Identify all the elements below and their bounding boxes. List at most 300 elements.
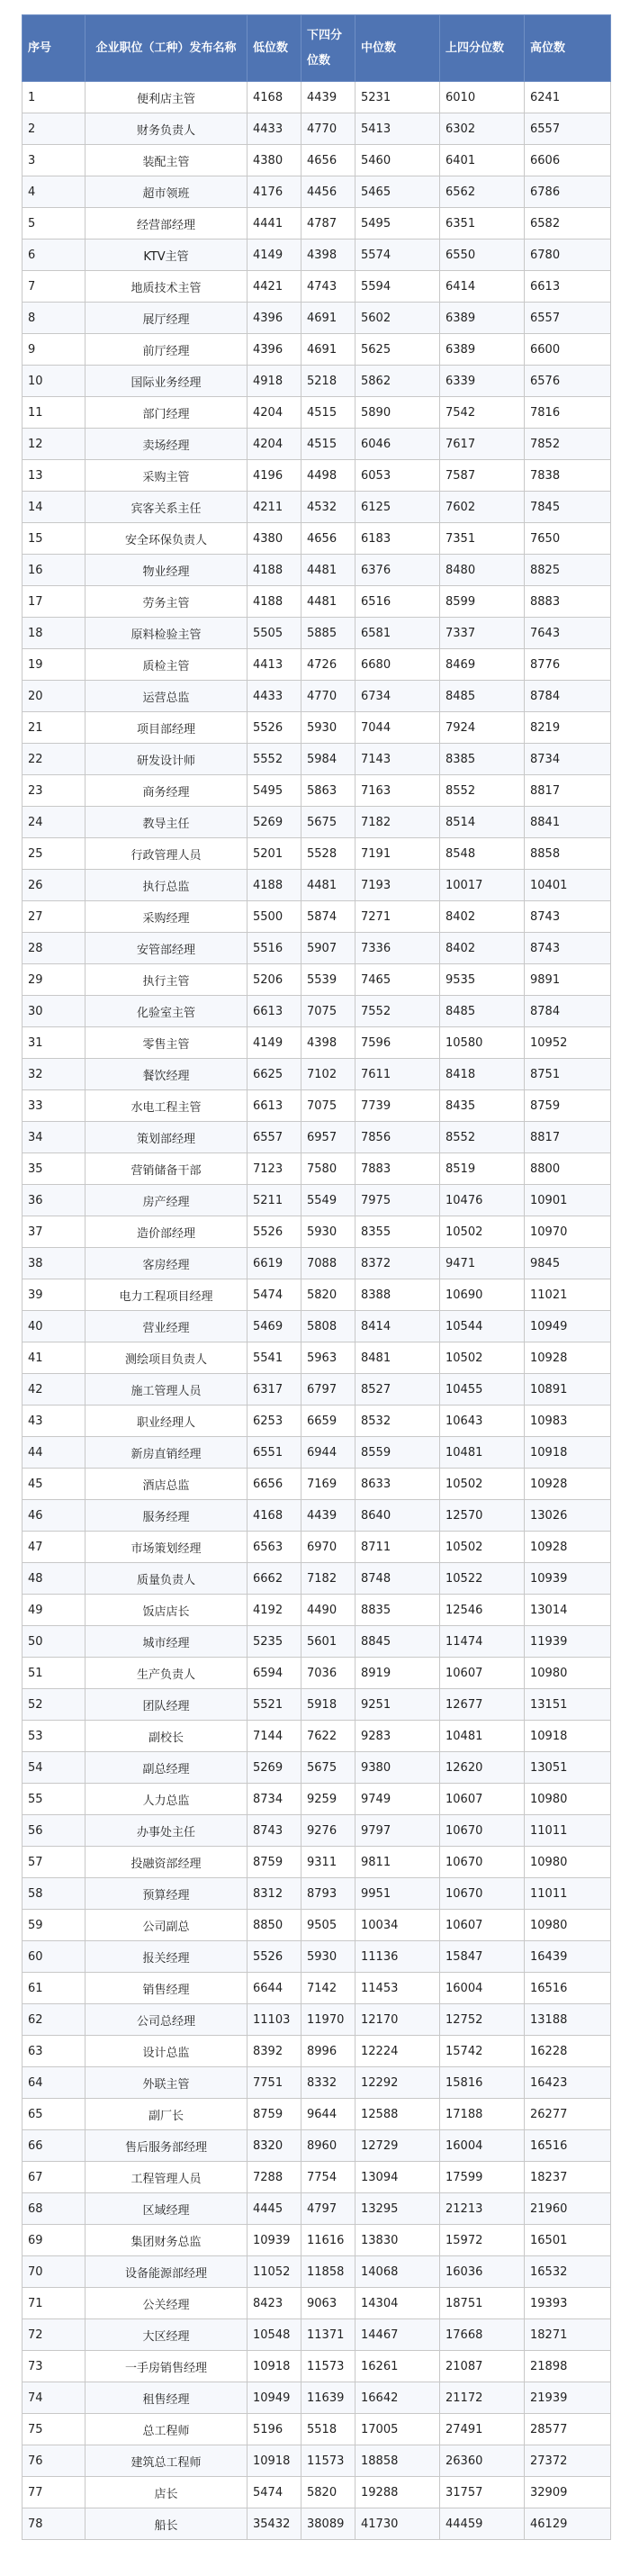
cell-low: 4918	[248, 366, 302, 397]
cell-lower-quartile: 5539	[302, 964, 356, 996]
cell-low: 6625	[248, 1059, 302, 1090]
cell-index: 47	[22, 1532, 86, 1563]
cell-high: 7816	[525, 397, 611, 429]
cell-median: 6516	[356, 586, 440, 618]
cell-low: 8759	[248, 1847, 302, 1878]
cell-lower-quartile: 4515	[302, 429, 356, 460]
cell-high: 10952	[525, 1027, 611, 1059]
table-row	[22, 744, 611, 775]
cell-high: 10928	[525, 1532, 611, 1563]
table-row	[22, 1500, 611, 1532]
table-row	[22, 1374, 611, 1406]
cell-low: 4421	[248, 271, 302, 303]
cell-lower-quartile: 4439	[302, 1500, 356, 1532]
table-row	[22, 1815, 611, 1847]
cell-lower-quartile: 4743	[302, 271, 356, 303]
cell-upper-quartile: 8485	[440, 996, 525, 1027]
cell-upper-quartile: 16004	[440, 2130, 525, 2162]
cell-low: 5269	[248, 1752, 302, 1784]
cell-high: 8858	[525, 838, 611, 870]
table-row	[22, 2130, 611, 2162]
cell-job-title: 质量负责人	[86, 1563, 248, 1595]
table-row	[22, 2288, 611, 2319]
cell-lower-quartile: 8960	[302, 2130, 356, 2162]
cell-upper-quartile: 10670	[440, 1847, 525, 1878]
table-row	[22, 1532, 611, 1563]
cell-lower-quartile: 5808	[302, 1311, 356, 1342]
cell-high: 6557	[525, 113, 611, 145]
cell-high: 8800	[525, 1153, 611, 1185]
cell-upper-quartile: 8514	[440, 807, 525, 838]
table-row	[22, 176, 611, 208]
cell-median: 17005	[356, 2414, 440, 2445]
cell-index: 13	[22, 460, 86, 492]
cell-index: 68	[22, 2193, 86, 2225]
table-row	[22, 1342, 611, 1374]
cell-lower-quartile: 4770	[302, 113, 356, 145]
cell-low: 4188	[248, 870, 302, 901]
cell-lower-quartile: 5820	[302, 2477, 356, 2508]
cell-job-title: 营业经理	[86, 1311, 248, 1342]
cell-lower-quartile: 5907	[302, 933, 356, 964]
cell-job-title: 化验室主管	[86, 996, 248, 1027]
cell-job-title: 施工管理人员	[86, 1374, 248, 1406]
cell-low: 4204	[248, 397, 302, 429]
cell-job-title: 教导主任	[86, 807, 248, 838]
cell-median: 5413	[356, 113, 440, 145]
cell-low: 10918	[248, 2445, 302, 2477]
cell-lower-quartile: 5874	[302, 901, 356, 933]
cell-high: 10980	[525, 1910, 611, 1941]
cell-high: 8817	[525, 1122, 611, 1153]
cell-high: 8784	[525, 996, 611, 1027]
cell-median: 14467	[356, 2319, 440, 2351]
cell-lower-quartile: 4481	[302, 586, 356, 618]
cell-index: 60	[22, 1941, 86, 1973]
cell-job-title: 总工程师	[86, 2414, 248, 2445]
cell-job-title: 销售经理	[86, 1973, 248, 2004]
cell-index: 25	[22, 838, 86, 870]
cell-upper-quartile: 21172	[440, 2382, 525, 2414]
cell-job-title: 一手房销售经理	[86, 2351, 248, 2382]
table-row	[22, 1122, 611, 1153]
cell-median: 41730	[356, 2508, 440, 2540]
cell-lower-quartile: 4398	[302, 1027, 356, 1059]
cell-job-title: 国际业务经理	[86, 366, 248, 397]
cell-upper-quartile: 10481	[440, 1437, 525, 1469]
cell-index: 49	[22, 1595, 86, 1626]
cell-job-title: 集团财务总监	[86, 2225, 248, 2256]
cell-median: 7271	[356, 901, 440, 933]
table-row	[22, 901, 611, 933]
cell-lower-quartile: 7036	[302, 1658, 356, 1689]
cell-median: 6581	[356, 618, 440, 649]
cell-job-title: 造价部经理	[86, 1216, 248, 1248]
cell-upper-quartile: 44459	[440, 2508, 525, 2540]
cell-job-title: 行政管理人员	[86, 838, 248, 870]
cell-job-title: 报关经理	[86, 1941, 248, 1973]
cell-index: 10	[22, 366, 86, 397]
cell-low: 4192	[248, 1595, 302, 1626]
cell-low: 6594	[248, 1658, 302, 1689]
cell-upper-quartile: 7337	[440, 618, 525, 649]
table-row	[22, 1185, 611, 1216]
cell-high: 10970	[525, 1216, 611, 1248]
cell-upper-quartile: 16036	[440, 2256, 525, 2288]
cell-median: 8372	[356, 1248, 440, 1279]
cell-index: 64	[22, 2067, 86, 2099]
cell-upper-quartile: 17668	[440, 2319, 525, 2351]
cell-index: 7	[22, 271, 86, 303]
cell-high: 11011	[525, 1878, 611, 1910]
cell-upper-quartile: 6351	[440, 208, 525, 240]
cell-median: 5465	[356, 176, 440, 208]
cell-median: 12588	[356, 2099, 440, 2130]
cell-lower-quartile: 5863	[302, 775, 356, 807]
cell-lower-quartile: 5984	[302, 744, 356, 775]
cell-median: 7044	[356, 712, 440, 744]
cell-lower-quartile: 7075	[302, 1090, 356, 1122]
cell-lower-quartile: 9276	[302, 1815, 356, 1847]
cell-lower-quartile: 4532	[302, 492, 356, 523]
cell-median: 13295	[356, 2193, 440, 2225]
cell-lower-quartile: 4515	[302, 397, 356, 429]
cell-median: 10034	[356, 1910, 440, 1941]
cell-median: 7193	[356, 870, 440, 901]
header-index: 序号	[22, 15, 86, 82]
cell-job-title: 副厂长	[86, 2099, 248, 2130]
cell-low: 5516	[248, 933, 302, 964]
cell-index: 71	[22, 2288, 86, 2319]
cell-median: 14304	[356, 2288, 440, 2319]
cell-job-title: 水电工程主管	[86, 1090, 248, 1122]
table-row	[22, 2004, 611, 2036]
cell-index: 16	[22, 555, 86, 586]
cell-low: 4204	[248, 429, 302, 460]
table-row	[22, 1658, 611, 1689]
cell-upper-quartile: 7587	[440, 460, 525, 492]
table-row	[22, 366, 611, 397]
cell-lower-quartile: 4691	[302, 303, 356, 334]
cell-lower-quartile: 5820	[302, 1279, 356, 1311]
table-row	[22, 2099, 611, 2130]
cell-high: 6576	[525, 366, 611, 397]
cell-median: 6046	[356, 429, 440, 460]
cell-job-title: 宾客关系主任	[86, 492, 248, 523]
cell-median: 8640	[356, 1500, 440, 1532]
cell-upper-quartile: 21087	[440, 2351, 525, 2382]
cell-index: 23	[22, 775, 86, 807]
cell-index: 37	[22, 1216, 86, 1248]
cell-job-title: 团队经理	[86, 1689, 248, 1721]
cell-index: 1	[22, 82, 86, 113]
cell-high: 16439	[525, 1941, 611, 1973]
cell-high: 13051	[525, 1752, 611, 1784]
cell-lower-quartile: 6970	[302, 1532, 356, 1563]
header-low: 低位数	[248, 15, 302, 82]
cell-high: 8817	[525, 775, 611, 807]
cell-lower-quartile: 11573	[302, 2351, 356, 2382]
cell-high: 9845	[525, 1248, 611, 1279]
cell-index: 58	[22, 1878, 86, 1910]
cell-upper-quartile: 8480	[440, 555, 525, 586]
cell-low: 6253	[248, 1406, 302, 1437]
cell-high: 6241	[525, 82, 611, 113]
cell-upper-quartile: 10502	[440, 1342, 525, 1374]
cell-median: 7552	[356, 996, 440, 1027]
cell-lower-quartile: 7088	[302, 1248, 356, 1279]
cell-index: 29	[22, 964, 86, 996]
cell-median: 8845	[356, 1626, 440, 1658]
cell-upper-quartile: 8469	[440, 649, 525, 681]
cell-lower-quartile: 6659	[302, 1406, 356, 1437]
cell-index: 44	[22, 1437, 86, 1469]
cell-high: 13188	[525, 2004, 611, 2036]
cell-upper-quartile: 7617	[440, 429, 525, 460]
cell-lower-quartile: 4398	[302, 240, 356, 271]
cell-index: 9	[22, 334, 86, 366]
cell-lower-quartile: 6797	[302, 1374, 356, 1406]
cell-upper-quartile: 15972	[440, 2225, 525, 2256]
table-row	[22, 1973, 611, 2004]
cell-median: 7611	[356, 1059, 440, 1090]
cell-high: 7838	[525, 460, 611, 492]
cell-job-title: 采购经理	[86, 901, 248, 933]
cell-low: 4380	[248, 145, 302, 176]
cell-high: 26277	[525, 2099, 611, 2130]
table-row	[22, 2382, 611, 2414]
cell-low: 5526	[248, 712, 302, 744]
cell-low: 5201	[248, 838, 302, 870]
table-row	[22, 807, 611, 838]
cell-low: 6613	[248, 996, 302, 1027]
cell-median: 7336	[356, 933, 440, 964]
cell-index: 78	[22, 2508, 86, 2540]
cell-job-title: 新房直销经理	[86, 1437, 248, 1469]
cell-upper-quartile: 17599	[440, 2162, 525, 2193]
table-row	[22, 1406, 611, 1437]
cell-median: 7739	[356, 1090, 440, 1122]
cell-lower-quartile: 7142	[302, 1973, 356, 2004]
cell-median: 8355	[356, 1216, 440, 1248]
cell-low: 4211	[248, 492, 302, 523]
table-row	[22, 933, 611, 964]
cell-low: 11103	[248, 2004, 302, 2036]
cell-low: 6317	[248, 1374, 302, 1406]
cell-job-title: 安管部经理	[86, 933, 248, 964]
cell-job-title: 劳务主管	[86, 586, 248, 618]
cell-high: 7852	[525, 429, 611, 460]
table-row	[22, 1437, 611, 1469]
table-row	[22, 838, 611, 870]
cell-upper-quartile: 10690	[440, 1279, 525, 1311]
cell-index: 36	[22, 1185, 86, 1216]
table-row	[22, 460, 611, 492]
table-row	[22, 208, 611, 240]
cell-high: 7650	[525, 523, 611, 555]
cell-low: 8320	[248, 2130, 302, 2162]
cell-upper-quartile: 10502	[440, 1469, 525, 1500]
cell-median: 8633	[356, 1469, 440, 1500]
cell-high: 18237	[525, 2162, 611, 2193]
cell-lower-quartile: 8793	[302, 1878, 356, 1910]
cell-median: 5602	[356, 303, 440, 334]
cell-high: 6582	[525, 208, 611, 240]
cell-median: 8532	[356, 1406, 440, 1437]
cell-median: 8748	[356, 1563, 440, 1595]
table-row	[22, 1469, 611, 1500]
cell-lower-quartile: 5963	[302, 1342, 356, 1374]
cell-low: 5474	[248, 1279, 302, 1311]
cell-job-title: 营销储备干部	[86, 1153, 248, 1185]
cell-lower-quartile: 11858	[302, 2256, 356, 2288]
cell-high: 8883	[525, 586, 611, 618]
cell-median: 18858	[356, 2445, 440, 2477]
cell-upper-quartile: 12677	[440, 1689, 525, 1721]
cell-high: 7643	[525, 618, 611, 649]
cell-median: 13094	[356, 2162, 440, 2193]
cell-job-title: 人力总监	[86, 1784, 248, 1815]
cell-median: 5495	[356, 208, 440, 240]
cell-upper-quartile: 6389	[440, 334, 525, 366]
cell-index: 27	[22, 901, 86, 933]
cell-high: 32909	[525, 2477, 611, 2508]
cell-lower-quartile: 7622	[302, 1721, 356, 1752]
cell-lower-quartile: 7169	[302, 1469, 356, 1500]
cell-lower-quartile: 11639	[302, 2382, 356, 2414]
table-row	[22, 618, 611, 649]
cell-lower-quartile: 4490	[302, 1595, 356, 1626]
cell-index: 53	[22, 1721, 86, 1752]
cell-median: 5574	[356, 240, 440, 271]
cell-low: 5505	[248, 618, 302, 649]
cell-median: 19288	[356, 2477, 440, 2508]
cell-high: 13151	[525, 1689, 611, 1721]
cell-upper-quartile: 10607	[440, 1910, 525, 1941]
cell-lower-quartile: 5885	[302, 618, 356, 649]
cell-upper-quartile: 8402	[440, 933, 525, 964]
cell-lower-quartile: 5549	[302, 1185, 356, 1216]
table-body	[22, 82, 611, 2540]
cell-upper-quartile: 17188	[440, 2099, 525, 2130]
salary-table	[22, 14, 611, 2540]
cell-median: 7182	[356, 807, 440, 838]
cell-upper-quartile: 6302	[440, 113, 525, 145]
cell-job-title: 公司总经理	[86, 2004, 248, 2036]
cell-lower-quartile: 7580	[302, 1153, 356, 1185]
table-row	[22, 271, 611, 303]
cell-low: 5196	[248, 2414, 302, 2445]
cell-index: 65	[22, 2099, 86, 2130]
cell-job-title: 工程管理人员	[86, 2162, 248, 2193]
cell-low: 6619	[248, 1248, 302, 1279]
cell-lower-quartile: 11371	[302, 2319, 356, 2351]
cell-high: 6613	[525, 271, 611, 303]
cell-upper-quartile: 8599	[440, 586, 525, 618]
cell-low: 11052	[248, 2256, 302, 2288]
table-row	[22, 2477, 611, 2508]
cell-high: 11021	[525, 1279, 611, 1311]
cell-index: 11	[22, 397, 86, 429]
cell-median: 9251	[356, 1689, 440, 1721]
cell-high: 8743	[525, 933, 611, 964]
cell-index: 21	[22, 712, 86, 744]
cell-upper-quartile: 6339	[440, 366, 525, 397]
table-row	[22, 113, 611, 145]
cell-lower-quartile: 4797	[302, 2193, 356, 2225]
cell-upper-quartile: 11474	[440, 1626, 525, 1658]
cell-median: 8481	[356, 1342, 440, 1374]
cell-upper-quartile: 15816	[440, 2067, 525, 2099]
cell-index: 66	[22, 2130, 86, 2162]
cell-index: 2	[22, 113, 86, 145]
cell-low: 5521	[248, 1689, 302, 1721]
cell-high: 6557	[525, 303, 611, 334]
cell-upper-quartile: 12546	[440, 1595, 525, 1626]
cell-high: 16516	[525, 1973, 611, 2004]
cell-job-title: 公司副总	[86, 1910, 248, 1941]
cell-job-title: 设计总监	[86, 2036, 248, 2067]
cell-index: 56	[22, 1815, 86, 1847]
cell-job-title: 原料检验主管	[86, 618, 248, 649]
cell-lower-quartile: 5675	[302, 1752, 356, 1784]
cell-low: 5206	[248, 964, 302, 996]
cell-high: 10980	[525, 1658, 611, 1689]
cell-median: 9951	[356, 1878, 440, 1910]
cell-job-title: 展厅经理	[86, 303, 248, 334]
cell-job-title: 项目部经理	[86, 712, 248, 744]
cell-index: 45	[22, 1469, 86, 1500]
table-row	[22, 2225, 611, 2256]
cell-job-title: 饭店店长	[86, 1595, 248, 1626]
cell-lower-quartile: 4481	[302, 870, 356, 901]
cell-median: 5460	[356, 145, 440, 176]
table-row	[22, 429, 611, 460]
cell-median: 8711	[356, 1532, 440, 1563]
cell-median: 7975	[356, 1185, 440, 1216]
table-row	[22, 1153, 611, 1185]
cell-upper-quartile: 10643	[440, 1406, 525, 1437]
cell-job-title: 装配主管	[86, 145, 248, 176]
table-row	[22, 649, 611, 681]
table-row	[22, 1878, 611, 1910]
cell-high: 46129	[525, 2508, 611, 2540]
cell-job-title: 前厅经理	[86, 334, 248, 366]
cell-job-title: 职业经理人	[86, 1406, 248, 1437]
cell-high: 10901	[525, 1185, 611, 1216]
cell-upper-quartile: 18751	[440, 2288, 525, 2319]
cell-job-title: 卖场经理	[86, 429, 248, 460]
cell-upper-quartile: 8485	[440, 681, 525, 712]
table-row	[22, 2508, 611, 2540]
cell-high: 16532	[525, 2256, 611, 2288]
cell-upper-quartile: 8418	[440, 1059, 525, 1090]
cell-index: 28	[22, 933, 86, 964]
cell-upper-quartile: 12752	[440, 2004, 525, 2036]
cell-lower-quartile: 38089	[302, 2508, 356, 2540]
table-row	[22, 2193, 611, 2225]
cell-upper-quartile: 10544	[440, 1311, 525, 1342]
cell-high: 10401	[525, 870, 611, 901]
cell-lower-quartile: 5930	[302, 1216, 356, 1248]
cell-high: 10939	[525, 1563, 611, 1595]
cell-job-title: 运营总监	[86, 681, 248, 712]
cell-median: 7191	[356, 838, 440, 870]
cell-low: 8759	[248, 2099, 302, 2130]
cell-median: 12292	[356, 2067, 440, 2099]
cell-median: 9380	[356, 1752, 440, 1784]
cell-job-title: 生产负责人	[86, 1658, 248, 1689]
